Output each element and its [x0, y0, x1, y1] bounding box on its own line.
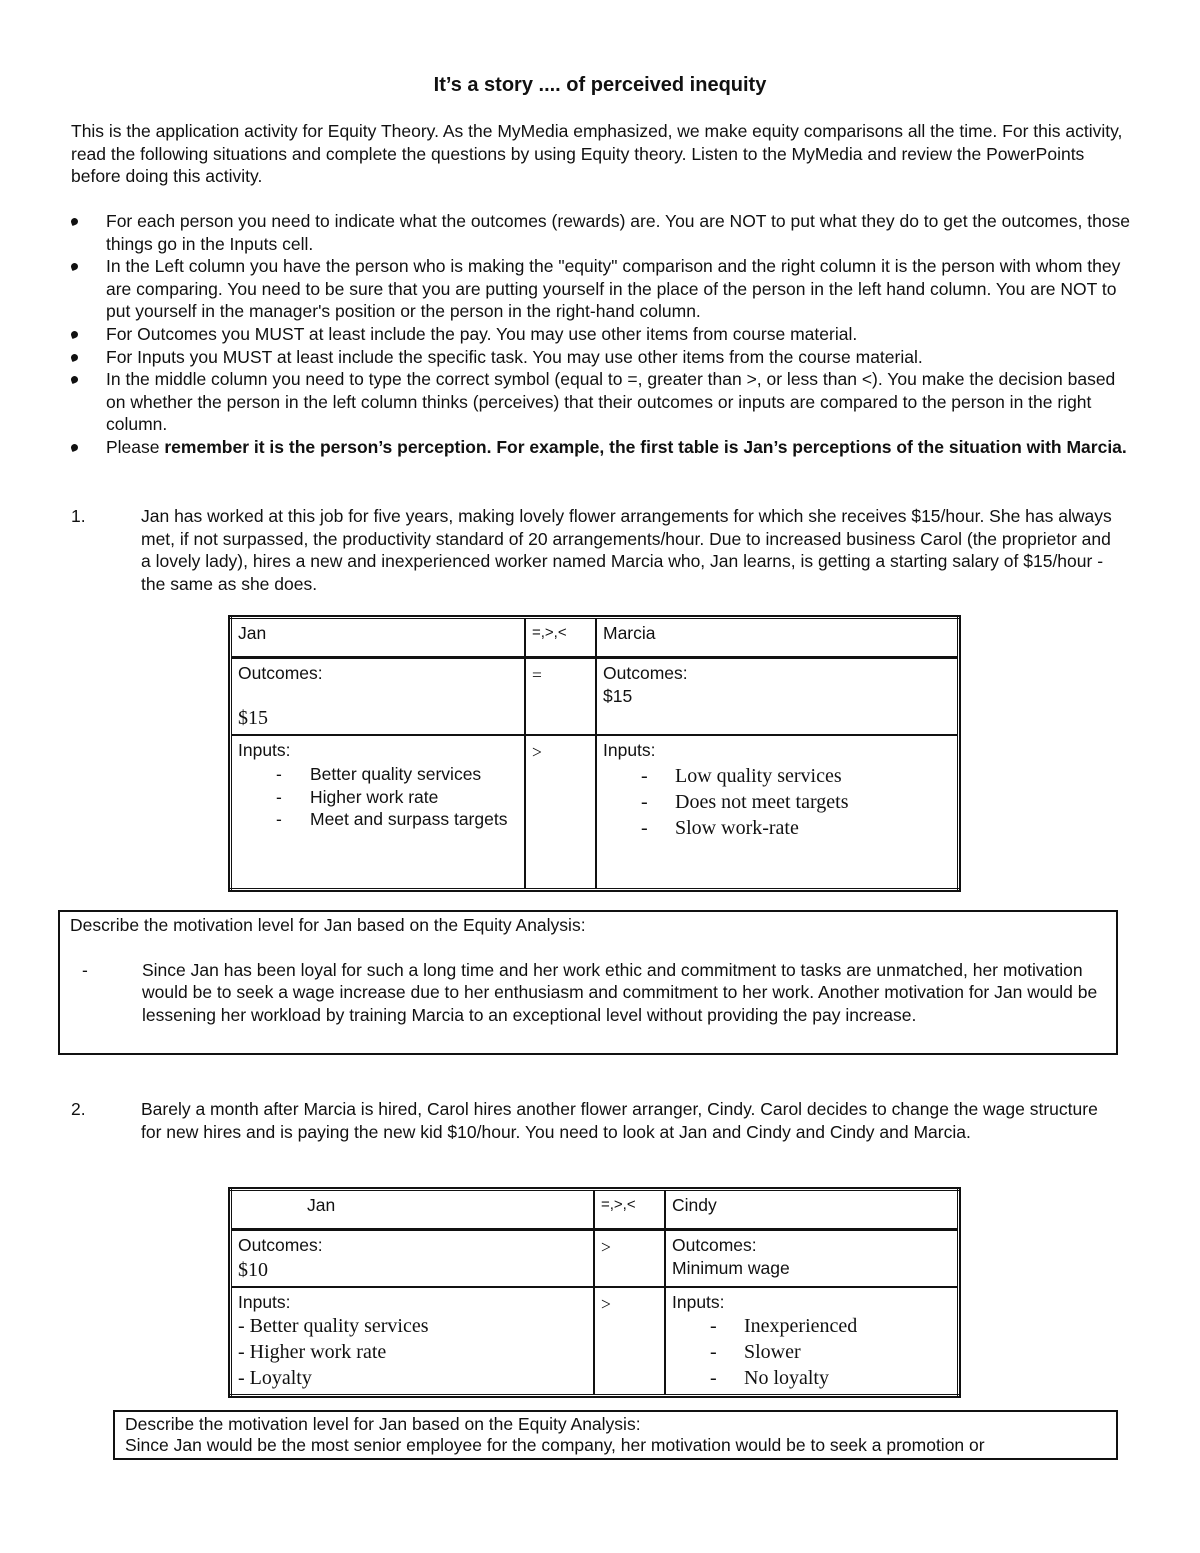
left-person[interactable]: Jan: [231, 618, 526, 658]
dash: -: [82, 959, 88, 980]
instruction-item: [71, 255, 1136, 323]
instruction-item: [71, 323, 1136, 346]
box-answer[interactable]: Since Jan would be the most senior employee for the company, her motivation would be to seek a promotion or: [125, 1435, 985, 1455]
instruction-text: In the middle column you need to type the correct symbol (equal to =, greater than >, or less than <). You make the decision based on whether the person in the left column thinks (perceives) that their outcomes or inputs are compared to the person in the right column.: [106, 369, 1116, 435]
input-item: - Slow work-rate: [641, 817, 799, 840]
instruction-emphasis: remember it is the person’s perception. For example, the first table is Jan’s perceptions of the situation with Marcia.: [164, 436, 1127, 457]
bullet-icon: [70, 443, 79, 452]
left-inputs-cell[interactable]: [231, 1287, 595, 1396]
motivation-answer-box[interactable]: [58, 910, 1118, 1055]
right-inputs-cell[interactable]: [665, 1287, 959, 1396]
input-item: - Higher work rate: [276, 786, 439, 807]
right-inputs-cell[interactable]: [596, 735, 959, 890]
left-outcome: $10: [238, 1258, 268, 1281]
outcomes-label: Outcomes:: [672, 1235, 757, 1255]
inputs-label: Inputs:: [238, 1291, 291, 1312]
right-outcomes-cell[interactable]: [596, 658, 959, 735]
outcomes-label: Outcomes:: [238, 663, 323, 683]
page-title: It’s a story .... of perceived inequity: [433, 74, 767, 96]
inputs-label: Inputs:: [603, 739, 656, 760]
instruction-item: [71, 436, 1136, 459]
item-number: 2.: [71, 1099, 86, 1119]
instruction-item: [71, 210, 1136, 255]
intro-paragraph: This is the application activity for Equity Theory. As the MyMedia emphasized, we make equity comparisons all the time. For this activity, read the following situations and complete the questions by using Equity theory. Listen to the MyMedia and review the PowerPoints before doing this activity.: [71, 121, 1123, 187]
input-item: - Slower: [710, 1341, 801, 1364]
right-person[interactable]: Marcia: [596, 618, 959, 658]
bullet-icon: [70, 330, 79, 339]
left-outcomes-cell[interactable]: [231, 658, 526, 735]
instruction-text: In the Left column you have the person who is making the "equity" comparison and the right column it is the person with whom they are comparing. You need to be sure that you are putting yourself in the place of the person in the left hand column. You are NOT to put yourself in the manager's position or the person in the right-hand column.: [106, 256, 1121, 322]
instruction-text: For each person you need to indicate what the outcomes (rewards) are. You are NOT to put what they do to get the outcomes, those things go in the Inputs cell.: [106, 211, 1131, 254]
motivation-answer-box[interactable]: [113, 1410, 1118, 1460]
instruction-text: For Outcomes you MUST at least include the pay. You may use other items from course material.: [106, 323, 858, 344]
symbol-header[interactable]: =,>,<: [594, 1190, 665, 1230]
right-outcome: $15: [603, 685, 633, 706]
item-number: 1.: [71, 506, 86, 526]
bullet-icon: [70, 217, 79, 226]
input-item: - Does not meet targets: [641, 791, 849, 814]
input-item: - Low quality services: [641, 765, 842, 788]
equity-table-jan-cindy: [229, 1188, 960, 1397]
left-inputs-cell[interactable]: [231, 735, 526, 890]
outcome-symbol[interactable]: =: [525, 658, 596, 735]
symbol-header[interactable]: =,>,<: [525, 618, 596, 658]
instruction-text: Please: [106, 436, 165, 457]
equity-table-jan-marcia: [229, 616, 960, 891]
input-item: - No loyalty: [710, 1367, 829, 1390]
outcome-symbol[interactable]: >: [594, 1230, 665, 1287]
box-prompt: Describe the motivation level for Jan based on the Equity Analysis:: [125, 1414, 641, 1434]
input-item: - Better quality services: [238, 1315, 429, 1338]
bullet-icon: [70, 375, 79, 384]
instruction-text: For Inputs you MUST at least include the specific task. You may use other items from the course material.: [106, 346, 923, 367]
scenario-text: Jan has worked at this job for five years, making lovely flower arrangements for which she receives $15/hour. She has always met, if not surpassed, the productivity standard of 20 arrangements/hour. Due to increased business Carol (the proprietor and a lovely lady), hires a new and inexperienced worker named Marcia who, Jan learns, is getting a starting salary of $15/hour - the same as she does.: [141, 506, 1112, 594]
left-person[interactable]: Jan: [231, 1190, 595, 1230]
input-item: - Loyalty: [238, 1367, 312, 1390]
instruction-item: [71, 368, 1136, 436]
box-prompt: Describe the motivation level for Jan based on the Equity Analysis:: [70, 915, 586, 935]
input-item: - Better quality services: [276, 764, 482, 785]
right-outcome: Minimum wage: [672, 1257, 790, 1278]
inputs-symbol[interactable]: >: [525, 735, 596, 890]
left-outcomes-cell[interactable]: [231, 1230, 595, 1287]
outcomes-label: Outcomes:: [603, 663, 688, 683]
input-item: - Inexperienced: [710, 1315, 858, 1338]
input-item: - Higher work rate: [238, 1341, 387, 1364]
bullet-icon: [70, 353, 79, 362]
outcomes-label: Outcomes:: [238, 1235, 323, 1255]
box-answer[interactable]: Since Jan has been loyal for such a long time and her work ethic and commitment to tasks are unmatched, her motivation would be to seek a wage increase due to her enthusiasm and commitment to her work. Another motivation for Jan would be lessening her workload by training Marcia to an exceptional level without providing the pay increase.: [142, 959, 1098, 1025]
instruction-item: [71, 346, 1136, 369]
right-person[interactable]: Cindy: [665, 1190, 959, 1230]
inputs-symbol[interactable]: >: [594, 1287, 665, 1396]
left-outcome: $15: [238, 706, 268, 729]
input-item: - Meet and surpass targets: [276, 809, 508, 830]
right-outcomes-cell[interactable]: [665, 1230, 959, 1287]
scenario-text: Barely a month after Marcia is hired, Carol hires another flower arranger, Cindy. Carol decides to change the wage structure for new hires and is paying the new kid $10/hour. You need to look at Jan and Cindy and Cindy and Marcia.: [141, 1099, 1098, 1142]
inputs-label: Inputs:: [238, 739, 291, 760]
instructions-list: [71, 210, 1136, 459]
bullet-icon: [70, 262, 79, 271]
inputs-label: Inputs:: [672, 1291, 725, 1312]
